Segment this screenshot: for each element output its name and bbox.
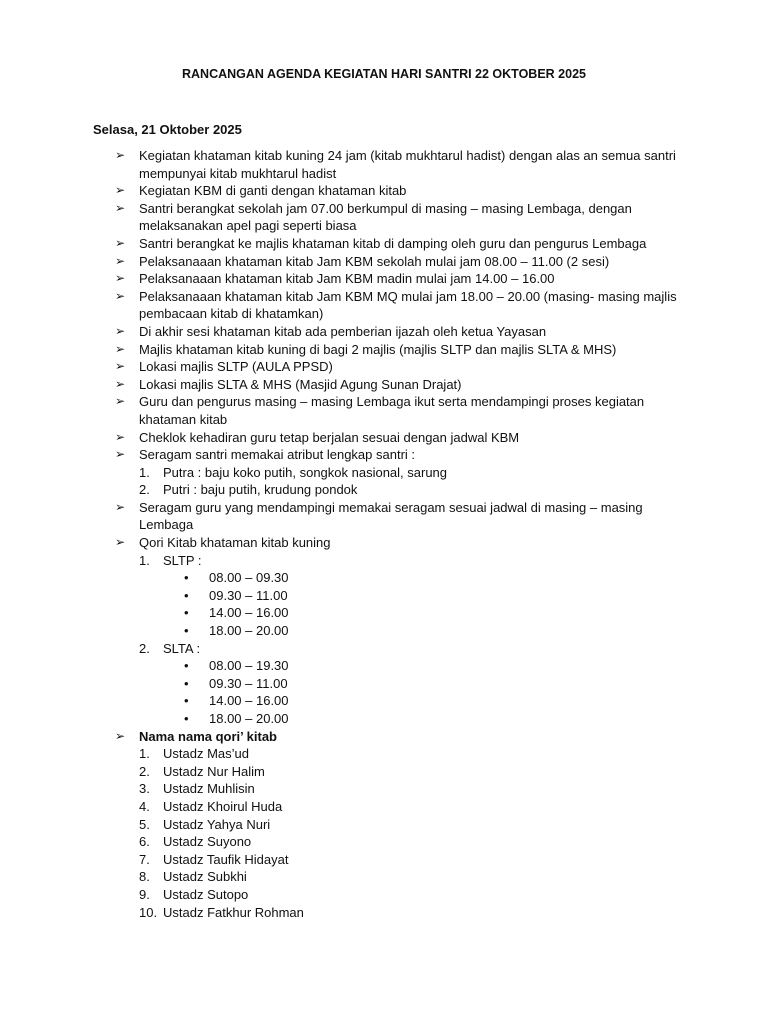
bullet-list-item	[0, 622, 768, 640]
list-item-text: Pelaksanaaan khataman kitab Jam KBM madin mulai jam 14.00 – 16.00	[139, 271, 555, 287]
list-item-text: Cheklok kehadiran guru tetap berjalan sesuai dengan jadwal KBM	[139, 429, 520, 445]
list-item-text: Putra : baju koko putih, songkok nasional, sarung	[163, 464, 448, 480]
list-item-text: Nama nama qori’ kitab	[139, 728, 277, 744]
dot-bullet-icon: •	[184, 623, 189, 639]
arrow-bullet-icon: ➢	[115, 341, 126, 356]
list-number: 7.	[139, 851, 150, 867]
list-item-text: Ustadz Suyono	[163, 834, 252, 850]
dot-bullet-icon: •	[184, 605, 189, 621]
list-item-text: 09.30 – 11.00	[209, 675, 288, 691]
numbered-list-item	[0, 763, 768, 781]
list-item-text: 14.00 – 16.00	[209, 693, 289, 709]
list-item-text: Pelaksanaaan khataman kitab Jam KBM sekolah mulai jam 08.00 – 11.00 (2 sesi)	[139, 253, 610, 269]
list-item-text: SLTA :	[163, 640, 201, 656]
arrow-list-item	[0, 499, 768, 534]
arrow-list-item	[0, 429, 768, 447]
arrow-bullet-icon: ➢	[115, 394, 126, 409]
dot-bullet-icon: •	[184, 711, 189, 726]
list-item-text: Ustadz Muhlisin	[163, 781, 255, 797]
arrow-bullet-icon: ➢	[115, 288, 126, 303]
arrow-list-item	[0, 147, 768, 182]
arrow-bullet-icon: ➢	[115, 728, 126, 743]
list-item-text: Ustadz Sutopo	[163, 886, 249, 902]
list-number: 9.	[139, 886, 150, 902]
list-number: 1.	[139, 552, 150, 568]
numbered-list-item	[0, 780, 768, 798]
arrow-bullet-icon: ➢	[115, 200, 126, 215]
list-number: 6.	[139, 834, 150, 850]
document-title: RANCANGAN AGENDA KEGIATAN HARI SANTRI 22 OKTOBER 2025	[182, 67, 586, 81]
list-number: 1.	[139, 746, 150, 762]
arrow-bullet-icon: ➢	[115, 429, 126, 444]
bullet-list-item	[0, 569, 768, 587]
arrow-bullet-icon: ➢	[115, 253, 126, 268]
list-item-text: Ustadz Nur Halim	[163, 763, 265, 779]
list-item-text: Ustadz Fatkhur Rohman	[163, 904, 304, 920]
list-number: 1.	[139, 464, 150, 480]
list-item-text: SLTP :	[163, 552, 202, 568]
list-number: 4.	[139, 798, 150, 814]
numbered-list-item	[0, 816, 768, 834]
list-item-text: Ustadz Taufik Hidayat	[163, 851, 289, 867]
list-item-text: Seragam santri memakai atribut lengkap santri :	[139, 447, 416, 463]
list-item-text: 08.00 – 09.30	[209, 570, 289, 586]
list-item-text: Santri berangkat sekolah jam 07.00 berkumpul di masing – masing Lembaga, dengan melaksanakan apel pagi seperti biasa	[139, 200, 632, 234]
numbered-list-item	[0, 904, 768, 922]
list-item-text: 14.00 – 16.00	[209, 605, 289, 621]
list-number: 2.	[139, 763, 150, 779]
list-item-text: Qori Kitab khataman kitab kuning	[139, 535, 331, 551]
list-item-text: Ustadz Yahya Nuri	[163, 816, 271, 832]
arrow-list-item	[0, 446, 768, 464]
arrow-bullet-icon: ➢	[115, 235, 126, 250]
list-item-text: Kegiatan KBM di ganti dengan khataman kitab	[139, 183, 407, 199]
list-item-text: Putri : baju putih, krudung pondok	[163, 482, 358, 498]
numbered-list-item	[0, 833, 768, 851]
numbered-list-item	[0, 798, 768, 816]
numbered-list-item	[0, 640, 768, 658]
bullet-list-item	[0, 657, 768, 675]
agenda-list	[0, 147, 768, 921]
bullet-list-item	[0, 604, 768, 622]
bullet-list-item	[0, 675, 768, 693]
arrow-list-item	[0, 182, 768, 200]
arrow-list-item	[0, 288, 768, 323]
arrow-list-item	[0, 235, 768, 253]
list-number: 10.	[139, 904, 158, 920]
arrow-bullet-icon: ➢	[115, 499, 126, 514]
dot-bullet-icon: •	[184, 675, 189, 691]
arrow-bullet-icon: ➢	[115, 323, 126, 338]
list-item-text: 18.00 – 20.00	[209, 711, 289, 726]
bullet-list-item	[0, 692, 768, 710]
arrow-bullet-icon: ➢	[115, 535, 126, 550]
arrow-bullet-icon: ➢	[115, 447, 126, 462]
numbered-list-item	[0, 464, 768, 482]
list-item-text: Ustadz Subkhi	[163, 869, 247, 885]
arrow-list-item	[0, 200, 768, 235]
arrow-bullet-icon: ➢	[115, 271, 126, 286]
dot-bullet-icon: •	[184, 587, 189, 603]
arrow-list-item	[0, 376, 768, 394]
arrow-list-item	[0, 323, 768, 341]
numbered-list-item	[0, 868, 768, 886]
list-item-text: Lokasi majlis SLTA & MHS (Masjid Agung Sunan Drajat)	[139, 376, 462, 392]
dot-bullet-icon: •	[184, 570, 189, 586]
list-item-text: Pelaksanaaan khataman kitab Jam KBM MQ mulai jam 18.00 – 20.00 (masing- masing majlis pembacaan kitab di khatamkan)	[139, 288, 677, 322]
list-item-text: 09.30 – 11.00	[209, 587, 288, 603]
arrow-list-item	[0, 341, 768, 359]
numbered-list-item	[0, 886, 768, 904]
list-item-text: Guru dan pengurus masing – masing Lembaga ikut serta mendampingi proses kegiatan khataman kitab	[139, 394, 645, 427]
bullet-list-item	[0, 587, 768, 605]
numbered-list-item	[0, 745, 768, 763]
dot-bullet-icon: •	[184, 658, 189, 674]
dot-bullet-icon: •	[184, 693, 189, 709]
list-item-text: Di akhir sesi khataman kitab ada pemberian ijazah oleh ketua Yayasan	[139, 323, 547, 339]
list-number: 2.	[139, 640, 150, 656]
arrow-list-item	[0, 358, 768, 376]
list-item-text: Ustadz Mas’ud	[163, 746, 249, 762]
bullet-list-item	[0, 710, 768, 728]
numbered-list-item	[0, 481, 768, 499]
arrow-list-item	[0, 270, 768, 288]
list-item-text: Kegiatan khataman kitab kuning 24 jam (kitab mukhtarul hadist) dengan alas an semua santri mempunyai kitab mukhtarul hadist	[139, 148, 676, 181]
arrow-bullet-icon: ➢	[115, 148, 126, 162]
date-heading: Selasa, 21 Oktober 2025	[93, 122, 242, 137]
arrow-list-item	[0, 393, 768, 428]
numbered-list-item	[0, 552, 768, 570]
list-number: 8.	[139, 869, 150, 885]
arrow-list-item	[0, 728, 768, 746]
list-item-text: Ustadz Khoirul Huda	[163, 798, 283, 814]
list-number: 2.	[139, 482, 150, 498]
arrow-list-item	[0, 253, 768, 271]
arrow-list-item	[0, 534, 768, 552]
arrow-bullet-icon: ➢	[115, 376, 126, 391]
list-item-text: Majlis khataman kitab kuning di bagi 2 majlis (majlis SLTP dan majlis SLTA & MHS)	[139, 341, 617, 357]
list-item-text: 18.00 – 20.00	[209, 623, 289, 639]
list-item-text: Seragam guru yang mendampingi memakai seragam sesuai jadwal di masing – masing Lembaga	[139, 499, 643, 533]
arrow-bullet-icon: ➢	[115, 359, 126, 374]
numbered-list-item	[0, 851, 768, 869]
list-item-text: Santri berangkat ke majlis khataman kitab di damping oleh guru dan pengurus Lembaga	[139, 235, 647, 251]
list-number: 5.	[139, 816, 150, 832]
arrow-bullet-icon: ➢	[115, 183, 126, 198]
list-number: 3.	[139, 781, 150, 797]
list-item-text: Lokasi majlis SLTP (AULA PPSD)	[139, 359, 333, 375]
list-item-text: 08.00 – 19.30	[209, 658, 289, 674]
